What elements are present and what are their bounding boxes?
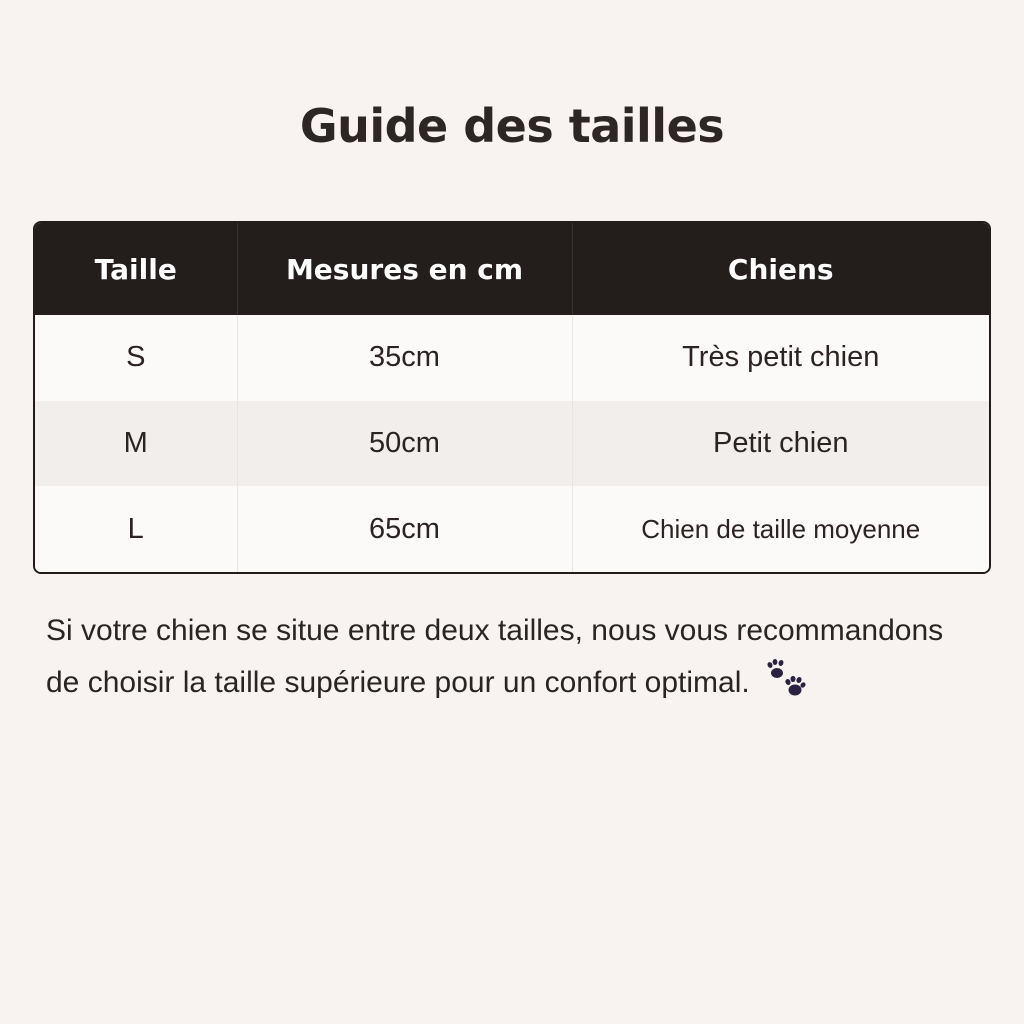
size-cell: S — [35, 315, 237, 401]
measurement-cell: 35cm — [237, 315, 572, 401]
size-advice-text: Si votre chien se situe entre deux tailles, nous vous recommandons de choisir la taille supérieure pour un confort optimal. — [46, 614, 944, 699]
dog-type-cell: Très petit chien — [682, 341, 880, 374]
size-guide-table — [33, 221, 991, 574]
table-row — [35, 401, 989, 487]
measurement-cell: 65cm — [237, 486, 572, 572]
table-header-row — [35, 223, 989, 315]
header-dogs: Chiens — [727, 252, 834, 286]
size-cell: M — [35, 401, 237, 487]
size-cell: L — [35, 486, 237, 572]
dog-type-cell: Chien de taille moyenne — [641, 513, 921, 544]
table-row — [35, 486, 989, 572]
page-title: Guide des tailles — [299, 99, 725, 153]
table-row — [35, 315, 989, 401]
measurement-cell: 50cm — [237, 401, 572, 487]
header-size: Taille — [35, 223, 237, 315]
paw-prints-icon — [764, 657, 810, 703]
dog-type-cell: Petit chien — [713, 426, 849, 459]
header-measurements: Mesures en cm — [237, 223, 572, 315]
size-advice-note — [46, 605, 946, 709]
